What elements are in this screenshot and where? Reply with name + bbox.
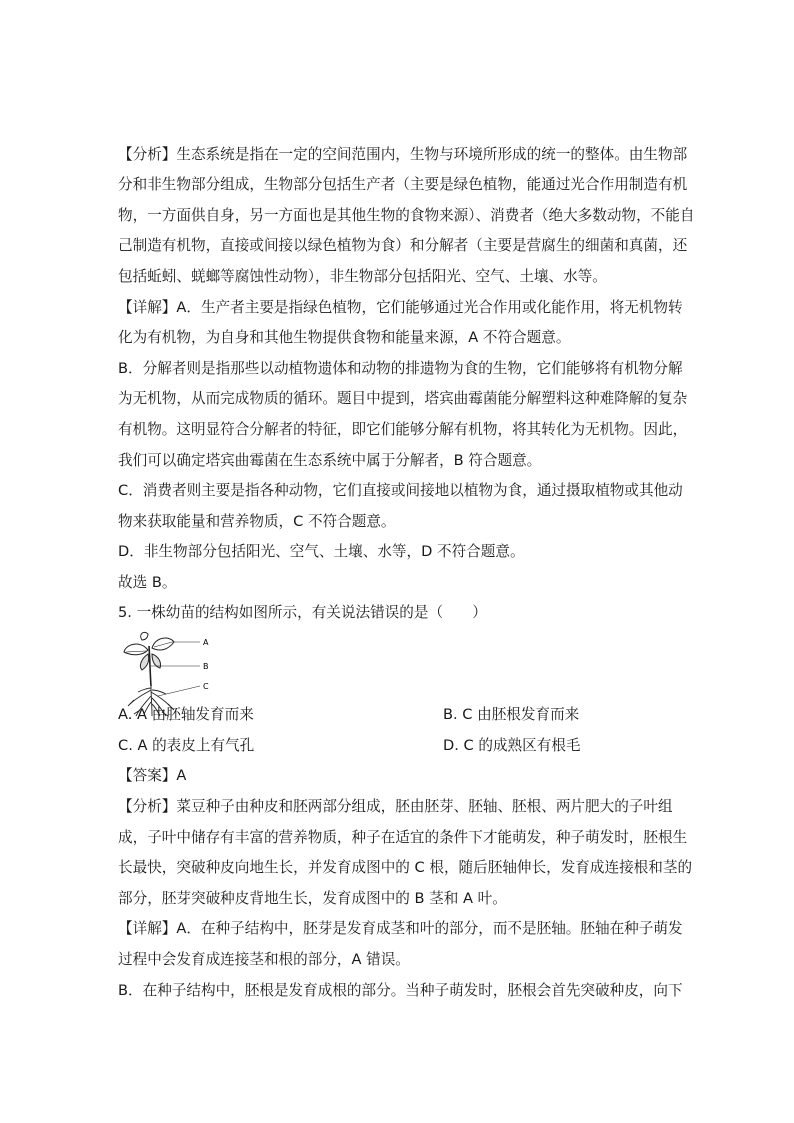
analysis-line-2: 分和非生物部分组成，生物部分包括生产者（主要是绿色植物，能通过光合作用制造有机 (118, 176, 688, 193)
detail-line-2: 化为有机物，为自身和其他生物提供食物和能量来源，A 不符合题意。 (118, 329, 571, 346)
detail-line-3: B．分解者则是指那些以动植物遗体和动物的排遗物为食的生物，它们能够将有机物分解 (118, 360, 683, 377)
detail2-line-3: B．在种子结构中，胚根是发育成根的部分。当种子萌发时，胚根会首先突破种皮，向下 (118, 982, 683, 999)
analysis-line-3: 物，一方面供自身，另一方面也是其他生物的食物来源）、消费者（绝大多数动物，不能自 (118, 207, 695, 224)
detail2-line-1: 【详解】A．在种子结构中，胚芽是发育成茎和叶的部分，而不是胚轴。胚轴在种子萌发 (118, 920, 683, 937)
analysis-line-1: 【分析】生态系统是指在一定的空间范围内，生物与环境所形成的统一的整体。由生物部 (118, 146, 688, 163)
question-5-stem: 5. 一株幼苗的结构如图所示，有关说法错误的是（ ） (118, 604, 487, 621)
option-d: D. C 的成熟区有根毛 (443, 737, 581, 754)
analysis2-line-4: 部分，胚芽突破种皮背地生长，发育成图中的 B 茎和 A 叶。 (118, 890, 507, 907)
detail-line-6: 我们可以确定塔宾曲霉菌在生态系统中属于分解者，B 符合题意。 (118, 452, 542, 469)
detail-line-4: 为无机物，从而完成物质的循环。题目中提到，塔宾曲霉菌能分解塑料这种难降解的复杂 (118, 390, 688, 407)
detail-line-9: D．非生物部分包括阳光、空气、土壤、水等，D 不符合题意。 (118, 543, 525, 560)
detail2-line-2: 过程中会发育成连接茎和根的部分，A 错误。 (118, 951, 410, 968)
detail-line-5: 有机物。这明显符合分解者的特征，即它们能够分解有机物，将其转化为无机物。因此， (118, 421, 688, 438)
analysis-line-4: 己制造有机物，直接或间接以绿色植物为食）和分解者（主要是营腐生的细菌和真菌，还 (118, 237, 688, 254)
detail-line-7: C．消费者则主要是指各种动物，它们直接或间接地以植物为食，通过摄取植物或其他动 (118, 482, 683, 499)
option-b: B. C 由胚根发育而来 (443, 706, 580, 723)
seedling-stem (149, 646, 151, 686)
detail-line-8: 物来获取能量和营养物质，C 不符合题意。 (118, 513, 396, 530)
analysis2-line-3: 长最快，突破种皮向地生长，并发育成图中的 C 根，随后胚轴伸长，发育成连接根和茎的 (118, 859, 693, 876)
analysis2-line-2: 成，子叶中储存有丰富的营养物质，种子在适宜的条件下才能萌发，种子萌发时，胚根生 (118, 829, 688, 846)
detail-line-1: 【详解】A．生产者主要是指绿色植物，它们能够通过光合作用或化能作用，将无机物转 (118, 299, 683, 316)
figure-label-a: A (203, 638, 209, 647)
option-c: C. A 的表皮上有气孔 (118, 737, 255, 754)
figure-label-b: B (203, 662, 209, 671)
conclusion-line: 故选 B。 (118, 574, 177, 591)
figure-label-c: C (203, 682, 209, 691)
answer-line: 【答案】A (118, 767, 187, 784)
analysis2-line-1: 【分析】菜豆种子由种皮和胚两部分组成，胚由胚芽、胚轴、胚根、两片肥大的子叶组 (118, 798, 673, 815)
analysis-line-5: 包括蚯蚓、蜣螂等腐蚀性动物），非生物部分包括阳光、空气、土壤、水等。 (118, 268, 607, 285)
option-a: A. A 由胚轴发育而来 (118, 706, 254, 723)
